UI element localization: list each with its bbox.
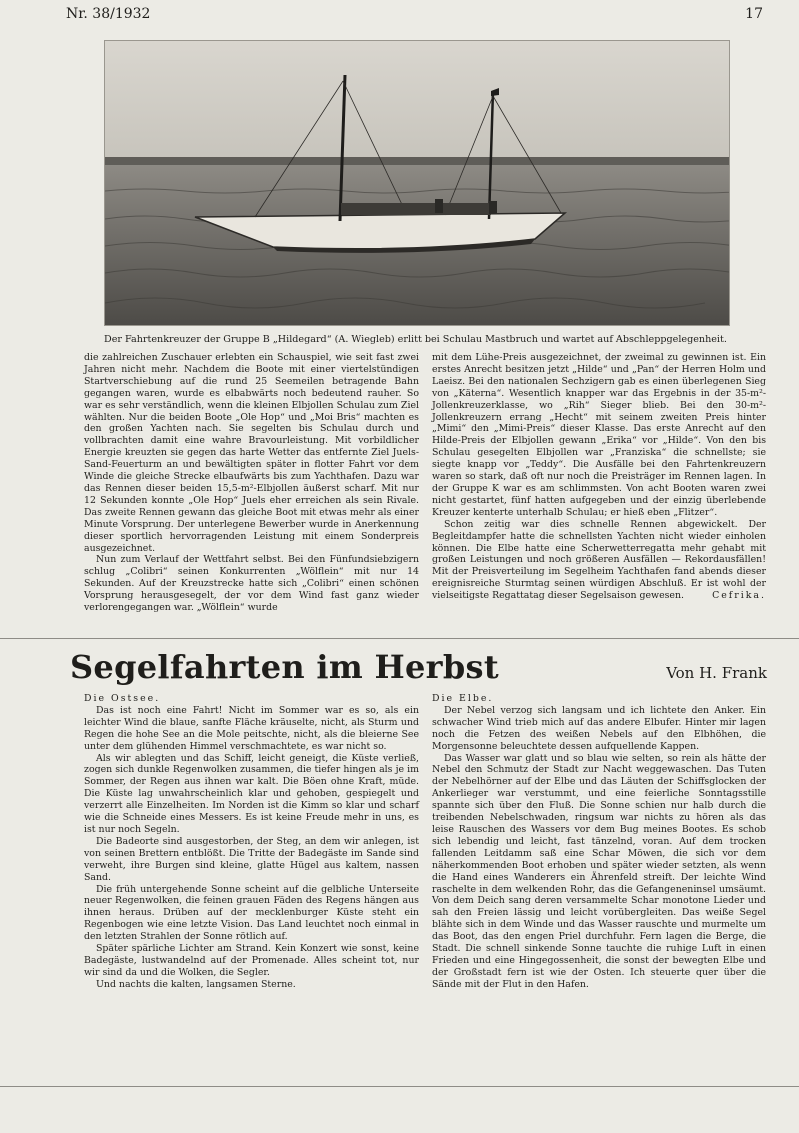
- article-paragraph: Die Badeorte sind ausgestorben, der Steg, an dem wir anlegen, ist von seinen Brettern entblößt. Die Tritte der Badegäste im Sande sind verweht, ihre Burgen sind kleine, glatte Hügel aus kaltem, nassen Sand.: [84, 835, 419, 883]
- article-column-left: [84, 693, 419, 991]
- report-signature: Cefrika.: [712, 590, 766, 602]
- section-heading-ostsee: Die Ostsee.: [84, 693, 161, 704]
- report-column-right: [432, 352, 766, 602]
- report-paragraph: Schon zeitig war dies schnelle Rennen abgewickelt. Der Begleitdampfer hatte die schnellsten Yachten nicht wieder einholen können. Die Elbe hatte eine Scherwetterregatta mehr gehabt mit großen Leistungen und noch größeren Ausfällen — Rekordausfällen! Mit der Preisverteilung im Segelheim Yachthafen fand abends dieser ereignisreiche Sturmtag seinen würdigen Abschluß. Er ist wohl der vielseitigste Regattatag dieser Segelsaison gewesen.: [432, 518, 766, 602]
- article-paragraph: Der Nebel verzog sich langsam und ich lichtete den Anker. Ein schwacher Wind trieb mich auf das andere Elbufer. Hinter mir lagen noch die Fetzen des weißen Nebels auf den Elbhöhen, die Morgensonne beleuchtete dessen aufquellende Kappen.: [432, 704, 766, 752]
- photo-caption: Der Fahrtenkreuzer der Gruppe B „Hildegard“ (A. Wiegleb) erlitt bei Schulau Mastbruch und wartet auf Abschleppgelegenheit.: [104, 334, 727, 345]
- page-number: 17: [745, 6, 763, 22]
- article-paragraph: Die früh untergehende Sonne scheint auf die gelbliche Unterseite neuer Regenwolken, die feinen grauen Fäden des Regens hängen aus ihnen heraus. Drüben auf der mecklenburger Küste steht ein Regenbogen wie eine letzte Vision. Das Land leuchtet noch einmal in den letzten Strahlen der Sonne rötlich auf.: [84, 883, 419, 943]
- section-divider: [0, 638, 799, 639]
- report-paragraph: die zahlreichen Zuschauer erlebten ein Schauspiel, wie seit fast zwei Jahren nicht mehr. Nachdem die Boote mit einer viertelstündigen Startverschiebung auf die rund 25 Seemeilen betragende Bahn gegangen waren, wurde es elbabwärts noch bedeutend rauher. So war es sehr verständlich, wenn die kleinen Elbjollen Schulau zum Ziel wählten. Nur die beiden Boote „Ole Hop“ und „Moi Bris“ machten es den großen Yachten nach. Sie segelten bis Schulau durch und vollbrachten damit eine wahre Bravourleistung. Mit vorbildlicher Energie kreuzten sie gegen das harte Wetter das entfernte Ziel Juels-Sand-Feuerturm an und bewältigten später in flotter Fahrt vor dem Winde die gleiche Strecke elbaufwärts bis zum Yachthafen. Dazu war das Rennen dieser beiden 15,5-m²-Elbjollen äußerst scharf. Mit nur 12 Sekunden konnte „Ole Hop“ Juels eher erreichen als sein Rivale. Das zweite Rennen gewann das gleiche Boot mit etwas mehr als einer Minute Vorsprung. Der unterlegene Bewerber wurde in Anerkennung dieser sportlich hervorragenden Leistung mit einem Sonderpreis ausgezeichnet.: [84, 352, 419, 554]
- photo-drawing: [105, 41, 729, 325]
- page-bottom-rule: [0, 1086, 799, 1087]
- sailing-yacht-photo: [104, 40, 730, 326]
- article-paragraph: Als wir ablegten und das Schiff, leicht geneigt, die Küste verließ, zogen sich dunkle Regenwolken zusammen, die tiefer hingen als je im Sommer, der Regen aus ihnen war kalt. Die Böen ohne Kraft, müde. Die Küste lag unwahrscheinlich klar und gehoben, gespiegelt und verzerrt alle Einzelheiten. Im Norden ist die Kimm so klar und scharf wie die Schneide eines Messers. Es ist keine Freude mehr in uns, es ist nur noch Segeln.: [84, 752, 419, 835]
- issue-number: Nr. 38/1932: [66, 6, 151, 22]
- article-paragraph: Und nachts die kalten, langsamen Sterne.: [96, 978, 296, 990]
- article-paragraph: Später spärliche Lichter am Strand. Kein Konzert wie sonst, keine Badegäste, lustwandelnd auf der Promenade. Alles scheint tot, nur wir sind da und die Wolken, die Segler.: [84, 943, 419, 978]
- article-paragraph: Das ist noch eine Fahrt! Nicht im Sommer war es so, als ein leichter Wind die blaue, sanfte Fläche kräuselte, nicht, als Sturm und Regen die hohe See an die Mole peitschte, nicht, als die bleierne See unter dem glühenden Himmel verschmachtete, es war nicht so.: [84, 704, 419, 752]
- article-byline: Von H. Frank: [666, 664, 767, 682]
- section-heading-elbe: Die Elbe.: [432, 693, 494, 704]
- report-column-left: [84, 352, 419, 614]
- report-paragraph: Nun zum Verlauf der Wettfahrt selbst. Bei den Fünfundsiebzigern schlug „Colibri“ seinen Konkurrenten „Wölflein“ mit nur 14 Sekunden. Auf der Kreuzstrecke hatte sich „Colibri“ einen schönen Vorsprung herausgesegelt, der vor dem Wind fast ganz wieder verlorengegangen war. „Wölflein“ wurde: [84, 554, 419, 614]
- article-title: Segelfahrten im Herbst: [70, 648, 499, 686]
- article-column-right: [432, 693, 766, 991]
- article-paragraph: Das Wasser war glatt und so blau wie selten, so rein als hätte der Nebel den Schmutz der Stadt zur Nacht weggewaschen. Das Tuten der Nebelhörner auf der Elbe und das Läuten der Schiffsglocken der Ankerlieger war verstummt, und eine feierliche Sonntagsstille spannte sich über den Fluß. Die Sonne schien nur halb durch die treibenden Nebelschwaden, ringsum war nichts zu hören als das leise Rauschen des Wassers vor dem Bug meines Bootes. Es schob sich lebendig und leicht, fast tänzelnd, voran. Auf dem trocken fallenden Leitdamm saß eine Schar Möwen, die sich vor dem näherkommenden Boot erhoben und später wieder setzten, als wenn die Hand eines Wanderers ein Ährenfeld streift. Der leichte Wind raschelte in dem welkenden Rohr, das die Gefangeneninsel umsäumt. Von dem Deich sang deren versammelte Schar monotone Lieder und sah den Freien lässig und leicht vorübergleiten. Das weiße Segel blähte sich in dem Winde und das Wasser rauschte und murmelte um das Boot, das den engen Priel durchfuhr. Fern lagen die Berge, die Stadt. Die schnell sinkende Sonne tauchte die ruhige Luft in einen Frieden und eine Hingegossenheit, die sonst der bewegten Elbe und der Großstadt fern ist wie der Osten. Ich steuerte quer über die Sände mit der Flut in den Hafen.: [432, 752, 766, 990]
- report-paragraph: mit dem Lühe-Preis ausgezeichnet, der zweimal zu gewinnen ist. Ein erstes Anrecht besitzen jetzt „Hilde“ und „Pan“ der Herren Holm und Laeisz. Bei den nationalen Sechzigern gab es einen überlegenen Sieg von „Käterna“. Wesentlich knapper war das Ergebnis in der 35-m²-Jollenkreuzerklasse, wo „Rih“ Sieger blieb. Bei den 30-m²-Jollenkreuzern errang „Hecht“ mit seinem zweiten Preis hinter „Mimi“ den „Mimi-Preis“ dieser Klasse. Das erste Anrecht auf den Hilde-Preis der Elbjollen gewann „Erika“ vor „Hilde“. Von den bis Schulau gesegelten Elbjollen war „Franziska“ die schnellste; sie siegte knapp vor „Teddy“. Die Ausfälle bei den Fahrtenkreuzern waren so stark, daß oft nur noch die Preisträger im Rennen lagen. In der Gruppe K war es am schlimmsten. Von acht Booten waren zwei nicht gestartet, fünf hatten aufgegeben und der einzig überlebende Kreuzer kenterte unterhalb Schulau; er hieß eben „Flitzer“.: [432, 352, 766, 518]
